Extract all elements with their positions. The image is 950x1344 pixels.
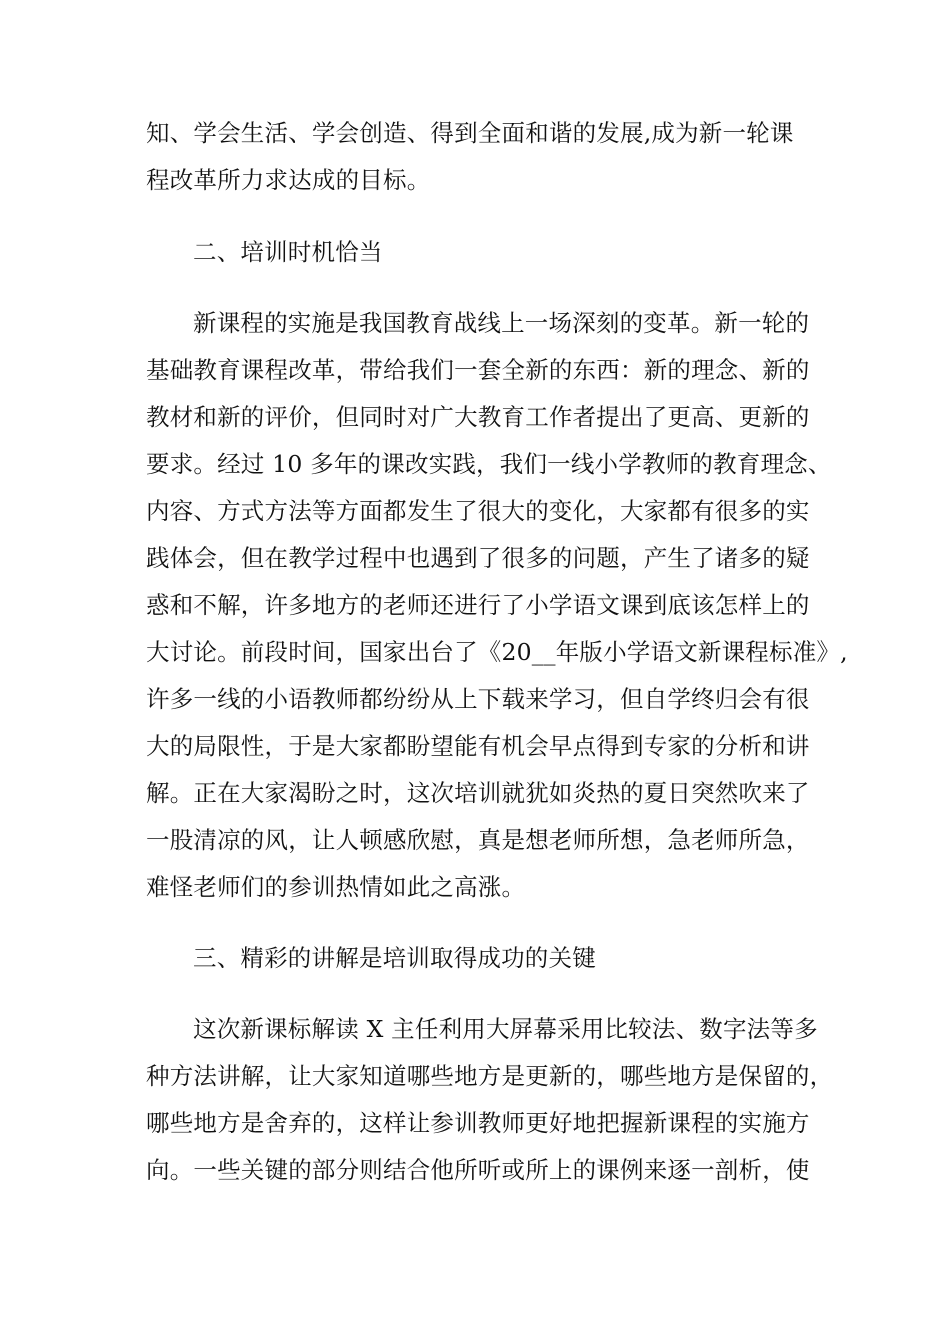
text-line: 教材和新的评价，但同时对广大教育工作者提出了更高、更新的: [146, 403, 810, 431]
text-line: 要求。经过 10 多年的课改实践，我们一线小学教师的教育理念、: [146, 450, 832, 478]
text-line: 程改革所力求达成的目标。: [146, 166, 431, 194]
text-line: 内容、方式方法等方面都发生了很大的变化，大家都有很多的实: [146, 497, 810, 525]
text-line: 向。一些关键的部分则结合他所听或所上的课例来逐一剖析，使: [146, 1156, 810, 1184]
text-line: 种方法讲解，让大家知道哪些地方是更新的，哪些地方是保留的，: [146, 1062, 834, 1090]
text-line: 惑和不解，许多地方的老师还进行了小学语文课到底该怎样上的: [146, 591, 810, 619]
text-line: 新课程的实施是我国教育战线上一场深刻的变革。新一轮的: [193, 309, 810, 337]
section-heading: 二、培训时机恰当: [193, 238, 383, 266]
text-line: 这次新课标解读 X 主任利用大屏幕采用比较法、数字法等多: [193, 1015, 818, 1043]
text-line: 难怪老师们的参训热情如此之高涨。: [146, 873, 526, 901]
text-line: 许多一线的小语教师都纷纷从上下载来学习，但自学终归会有很: [146, 685, 810, 713]
text-line: 践体会，但在教学过程中也遇到了很多的问题，产生了诸多的疑: [146, 544, 810, 572]
text-line: 基础教育课程改革，带给我们一套全新的东西：新的理念、新的: [146, 356, 810, 384]
text-line: 哪些地方是舍弃的，这样让参训教师更好地把握新课程的实施方: [146, 1109, 810, 1137]
section-heading: 三、精彩的讲解是培训取得成功的关键: [193, 944, 596, 972]
text-line: 知、学会生活、学会创造、得到全面和谐的发展,成为新一轮课: [146, 119, 794, 147]
text-line: 解。正在大家渴盼之时，这次培训就犹如炎热的夏日突然吹来了: [146, 779, 810, 807]
text-line: 大讨论。前段时间，国家出台了《20__年版小学语文新课程标准》,: [146, 638, 848, 666]
text-line: 大的局限性，于是大家都盼望能有机会早点得到专家的分析和讲: [146, 732, 810, 760]
text-line: 一股清凉的风，让人顿感欣慰，真是想老师所想，急老师所急，: [146, 826, 810, 854]
